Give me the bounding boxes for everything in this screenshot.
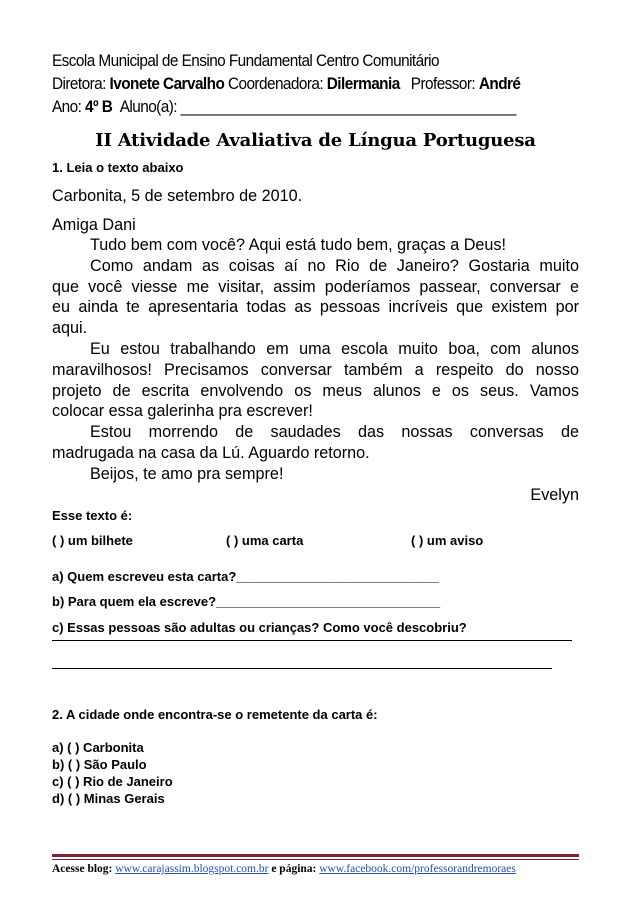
- letter-line: eu ainda te apresentaria todas as pessoas incríveis que existem por: [52, 298, 579, 317]
- blog-link[interactable]: www.carajassim.blogspot.com.br: [115, 863, 269, 875]
- student-name-blank[interactable]: __________________________________________: [180, 98, 516, 116]
- teacher-name: André: [478, 75, 521, 93]
- option-carta[interactable]: ( ) uma carta: [226, 533, 304, 548]
- option-aviso[interactable]: ( ) um aviso: [411, 533, 484, 548]
- student-line: [52, 98, 516, 117]
- letter-line: colocar essa galerinha pra escrever!: [52, 402, 313, 421]
- q2-option-b[interactable]: b) ( ) São Paulo: [52, 757, 147, 772]
- question-b[interactable]: b) Para quem ela escreve?_______________________________: [52, 594, 441, 609]
- letter-line: madrugada na casa da Lú. Aguardo retorno.: [52, 443, 370, 462]
- letter-line: projeto de escrita envolvendo os meus alunos e os seus. Vamos: [52, 381, 579, 400]
- option-bilhete[interactable]: ( ) um bilhete: [52, 533, 133, 548]
- footer-divider: [52, 859, 579, 860]
- letter-place-date: Carbonita, 5 de setembro de 2010.: [52, 187, 303, 205]
- letter-body: [52, 235, 579, 505]
- text-type-question: Esse texto é:: [52, 508, 133, 523]
- letter-line: Eu estou trabalhando em uma escola muito boa, com alunos: [90, 339, 579, 358]
- letter-line: Estou morrendo de saudades das nossas conversas de: [90, 423, 579, 442]
- q2-question: 2. A cidade onde encontra-se o remetente da carta é:: [52, 707, 378, 722]
- question-c: c) Essas pessoas são adultas ou crianças? Como você descobriu?: [52, 620, 467, 635]
- q2-option-a[interactable]: a) ( ) Carbonita: [52, 740, 144, 755]
- q1-instruction: 1. Leia o texto abaixo: [52, 160, 184, 175]
- question-a[interactable]: a) Quem escreveu esta carta?____________________________: [52, 569, 439, 584]
- year-value: 4º B: [85, 98, 113, 116]
- staff-line: [52, 75, 520, 94]
- answer-line[interactable]: [52, 640, 572, 641]
- footer-page-label: e página:: [271, 863, 317, 875]
- facebook-link[interactable]: www.facebook.com/professorandremoraes: [319, 863, 516, 875]
- letter-line: Beijos, te amo pra sempre!: [90, 464, 284, 483]
- letter-signature: Evelyn: [530, 485, 579, 504]
- letter-line: Tudo bem com você? Aqui está tudo bem, graças a Deus!: [90, 236, 507, 254]
- school-name: Escola Municipal de Ensino Fundamental Centro Comunitário: [52, 52, 439, 70]
- student-label: Aluno(a):: [119, 98, 177, 116]
- coordinator-name: Dilermania: [326, 75, 400, 93]
- footer-blog-label: Acesse blog:: [52, 863, 113, 875]
- footer-divider: [52, 854, 579, 857]
- letter-line: que você viesse me visitar, assim poderíamos passear, conversar e: [52, 277, 579, 296]
- year-label: Ano:: [52, 98, 82, 116]
- director-label: Diretora:: [52, 75, 106, 93]
- answer-line[interactable]: [52, 668, 552, 669]
- coordinator-label: Coordenadora:: [227, 75, 324, 93]
- letter-line: Como andam as coisas aí no Rio de Janeiro? Gostaria muito: [90, 256, 579, 275]
- page-title: II Atividade Avaliativa de Língua Portuguesa: [95, 130, 536, 151]
- letter-greeting: Amiga Dani: [52, 216, 136, 234]
- q2-option-c[interactable]: c) ( ) Rio de Janeiro: [52, 774, 173, 789]
- worksheet-page: [52, 0, 579, 903]
- teacher-label: Professor:: [410, 75, 476, 93]
- letter-line: aqui.: [52, 319, 88, 338]
- q2-option-d[interactable]: d) ( ) Minas Gerais: [52, 791, 165, 806]
- director-name: Ivonete Carvalho: [109, 75, 225, 93]
- letter-line: maravilhosos! Precisamos conversar também a respeito do nosso: [52, 360, 579, 379]
- footer: [52, 863, 516, 875]
